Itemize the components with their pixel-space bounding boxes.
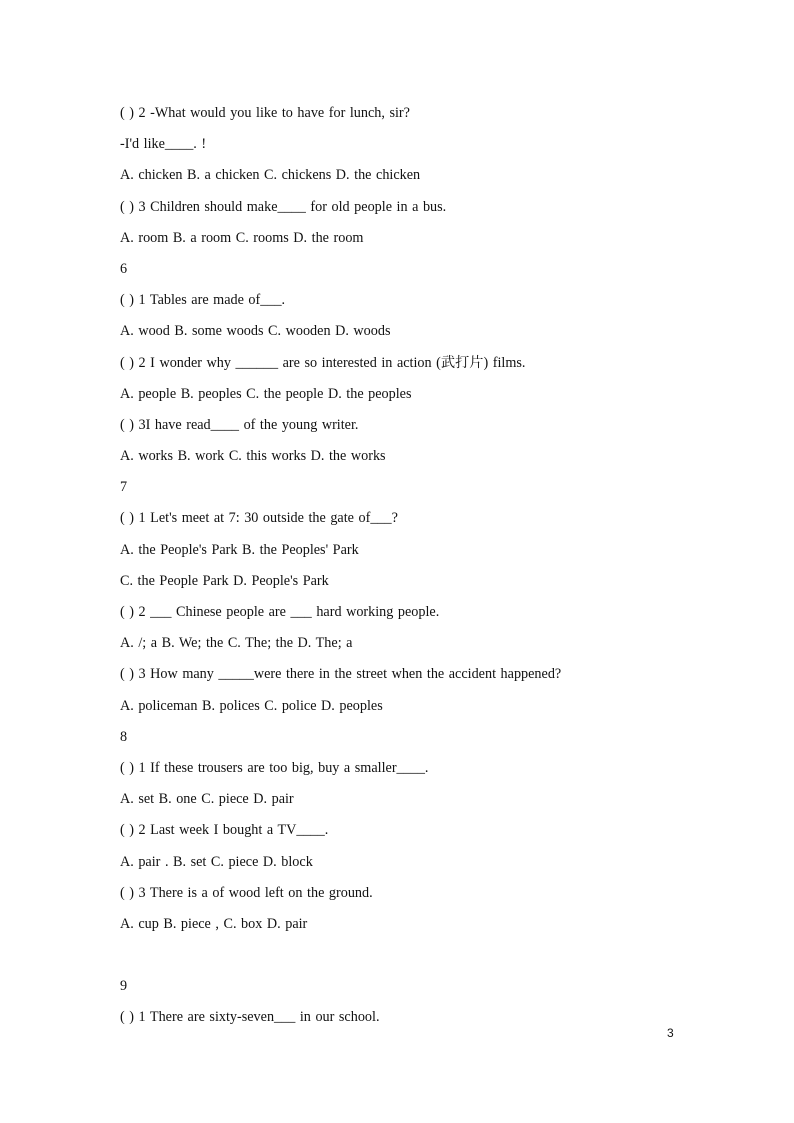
question-line: ( ) 2 -What would you like to have for lunch, sir? [120, 105, 410, 121]
question-line: ( ) 1 There are sixty-seven___ in our school. [120, 1009, 380, 1026]
options-line: A. policeman B. polices C. police D. peoples [120, 697, 383, 714]
question-line: ( ) 2 ___ Chinese people are ___ hard working people. [120, 604, 440, 620]
options-line: A. /; a B. We; the C. The; the D. The; a [120, 635, 353, 652]
options-line: A. chicken B. a chicken C. chickens D. the chicken [120, 167, 421, 184]
section-number: 6 [120, 260, 128, 277]
question-line: ( ) 3I have read____ of the young writer. [120, 416, 359, 433]
answer-line: -I'd like____. ! [120, 136, 207, 153]
options-line: A. cup B. piece , C. box D. pair [120, 915, 308, 932]
question-line: ( ) 3 Children should make____ for old people in a bus. [120, 198, 447, 215]
options-line: A. pair . B. set C. piece D. block [120, 853, 313, 870]
options-line: A. people B. peoples C. the people D. the peoples [120, 385, 412, 402]
options-line: A. the People's Park B. the Peoples' Park [120, 541, 359, 558]
section-number: 8 [120, 728, 128, 745]
options-line: C. the People Park D. People's Park [120, 572, 329, 589]
question-line: ( ) 1 If these trousers are too big, buy a smaller____. [120, 759, 429, 776]
options-line: A. set B. one C. piece D. pair [120, 791, 294, 808]
question-line: ( ) 2 Last week I bought a TV____. [120, 822, 329, 839]
section-number: 9 [120, 978, 128, 995]
question-line: ( ) 3 There is a of wood left on the ground. [120, 884, 373, 901]
page-number: 3 [667, 1026, 674, 1040]
question-line: ( ) 1 Tables are made of___. [120, 292, 286, 309]
question-list [120, 104, 720, 1040]
question-line: ( ) 3 How many _____were there in the street when the accident happened? [120, 666, 562, 683]
section-number: 7 [120, 479, 128, 496]
question-line: ( ) 1 Let's meet at 7: 30 outside the gate of___? [120, 510, 398, 527]
options-line: A. room B. a room C. rooms D. the room [120, 229, 364, 246]
options-line: A. works B. work C. this works D. the works [120, 448, 386, 465]
question-line: ( ) 2 I wonder why ______ are so interested in action (武打片) films. [120, 354, 526, 371]
options-line: A. wood B. some woods C. wooden D. woods [120, 323, 391, 340]
